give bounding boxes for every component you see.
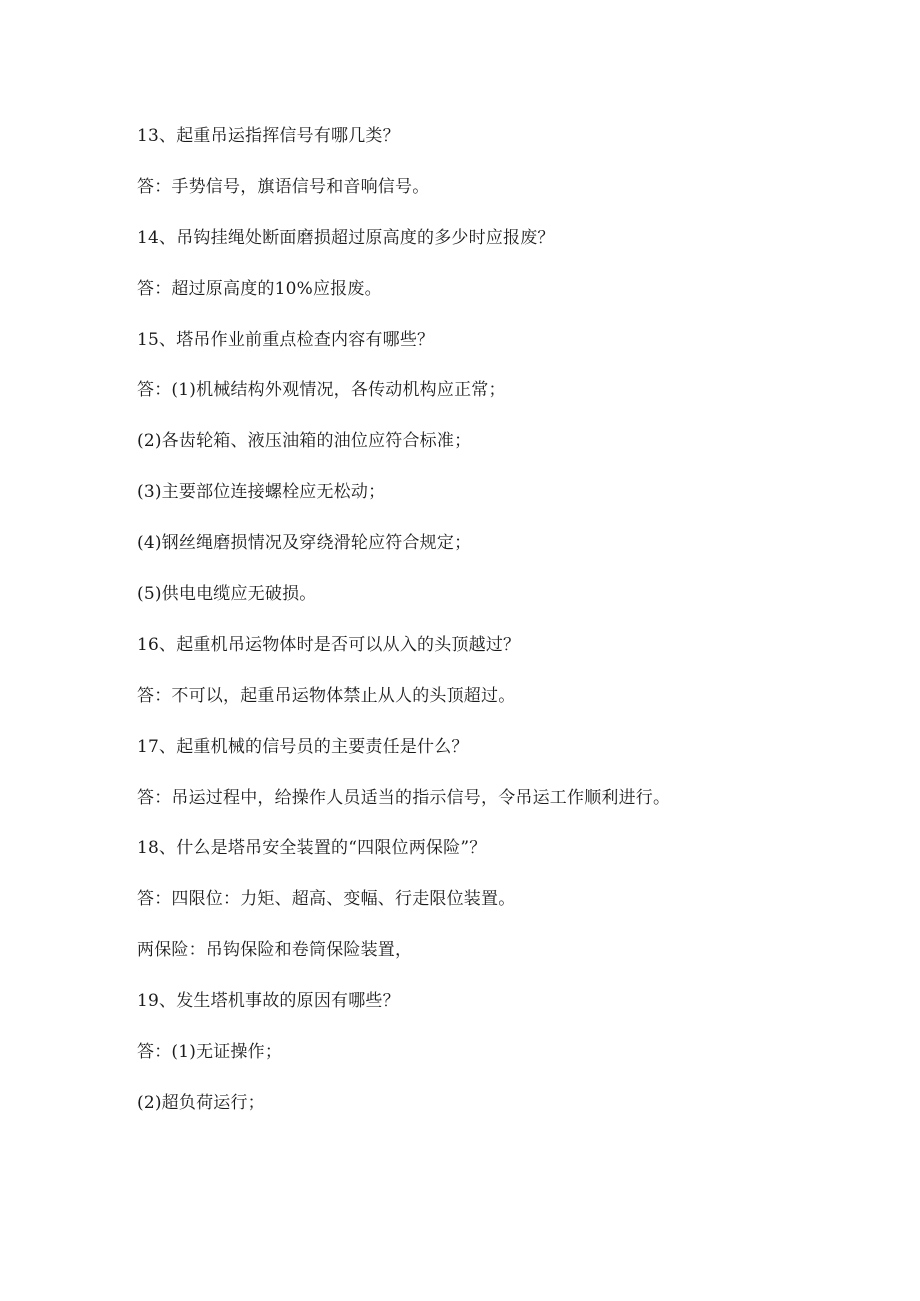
answer-18-part-1: 答：四限位：力矩、超高、变幅、行走限位装置。 [137, 889, 516, 910]
answer-15-item-4: (4)钢丝绳磨损情况及穿绕滑轮应符合规定； [137, 533, 472, 554]
answer-18-part-2: 两保险：吊钩保险和卷筒保险装置， [137, 940, 413, 961]
answer-19-item-2: (2)超负荷运行； [137, 1092, 265, 1113]
question-18: 18、什么是塔吊安全装置的“四限位两保险”？ [137, 838, 487, 859]
answer-16: 答：不可以，起重吊运物体禁止从人的头顶超过。 [137, 685, 516, 706]
qa-text-body [137, 120, 837, 1138]
answer-19-item-1: 答：(1)无证操作； [137, 1042, 283, 1063]
answer-13: 答：手势信号，旗语信号和音响信号。 [137, 176, 430, 197]
question-15: 15、塔吊作业前重点检查内容有哪些？ [137, 329, 435, 350]
question-19: 19、发生塔机事故的原因有哪些？ [137, 991, 400, 1012]
answer-15-item-5: (5)供电电缆应无破损。 [137, 584, 317, 605]
question-17: 17、起重机械的信号员的主要责任是什么？ [137, 736, 469, 757]
question-16: 16、起重机吊运物体时是否可以从入的头顶越过？ [137, 634, 521, 655]
answer-15-item-1: 答：(1)机械结构外观情况，各传动机构应正常； [137, 380, 506, 401]
answer-14: 答：超过原高度的10%应报废。 [137, 278, 382, 299]
question-14: 14、吊钩挂绳处断面磨损超过原高度的多少时应报废？ [137, 227, 555, 248]
answer-15-item-2: (2)各齿轮箱、液压油箱的油位应符合标准； [137, 431, 472, 452]
answer-15-item-3: (3)主要部位连接螺栓应无松动； [137, 482, 386, 503]
question-13: 13、起重吊运指挥信号有哪几类？ [137, 126, 400, 146]
answer-17: 答：吊运过程中，给操作人员适当的指示信号，令吊运工作顺利进行。 [137, 787, 671, 808]
